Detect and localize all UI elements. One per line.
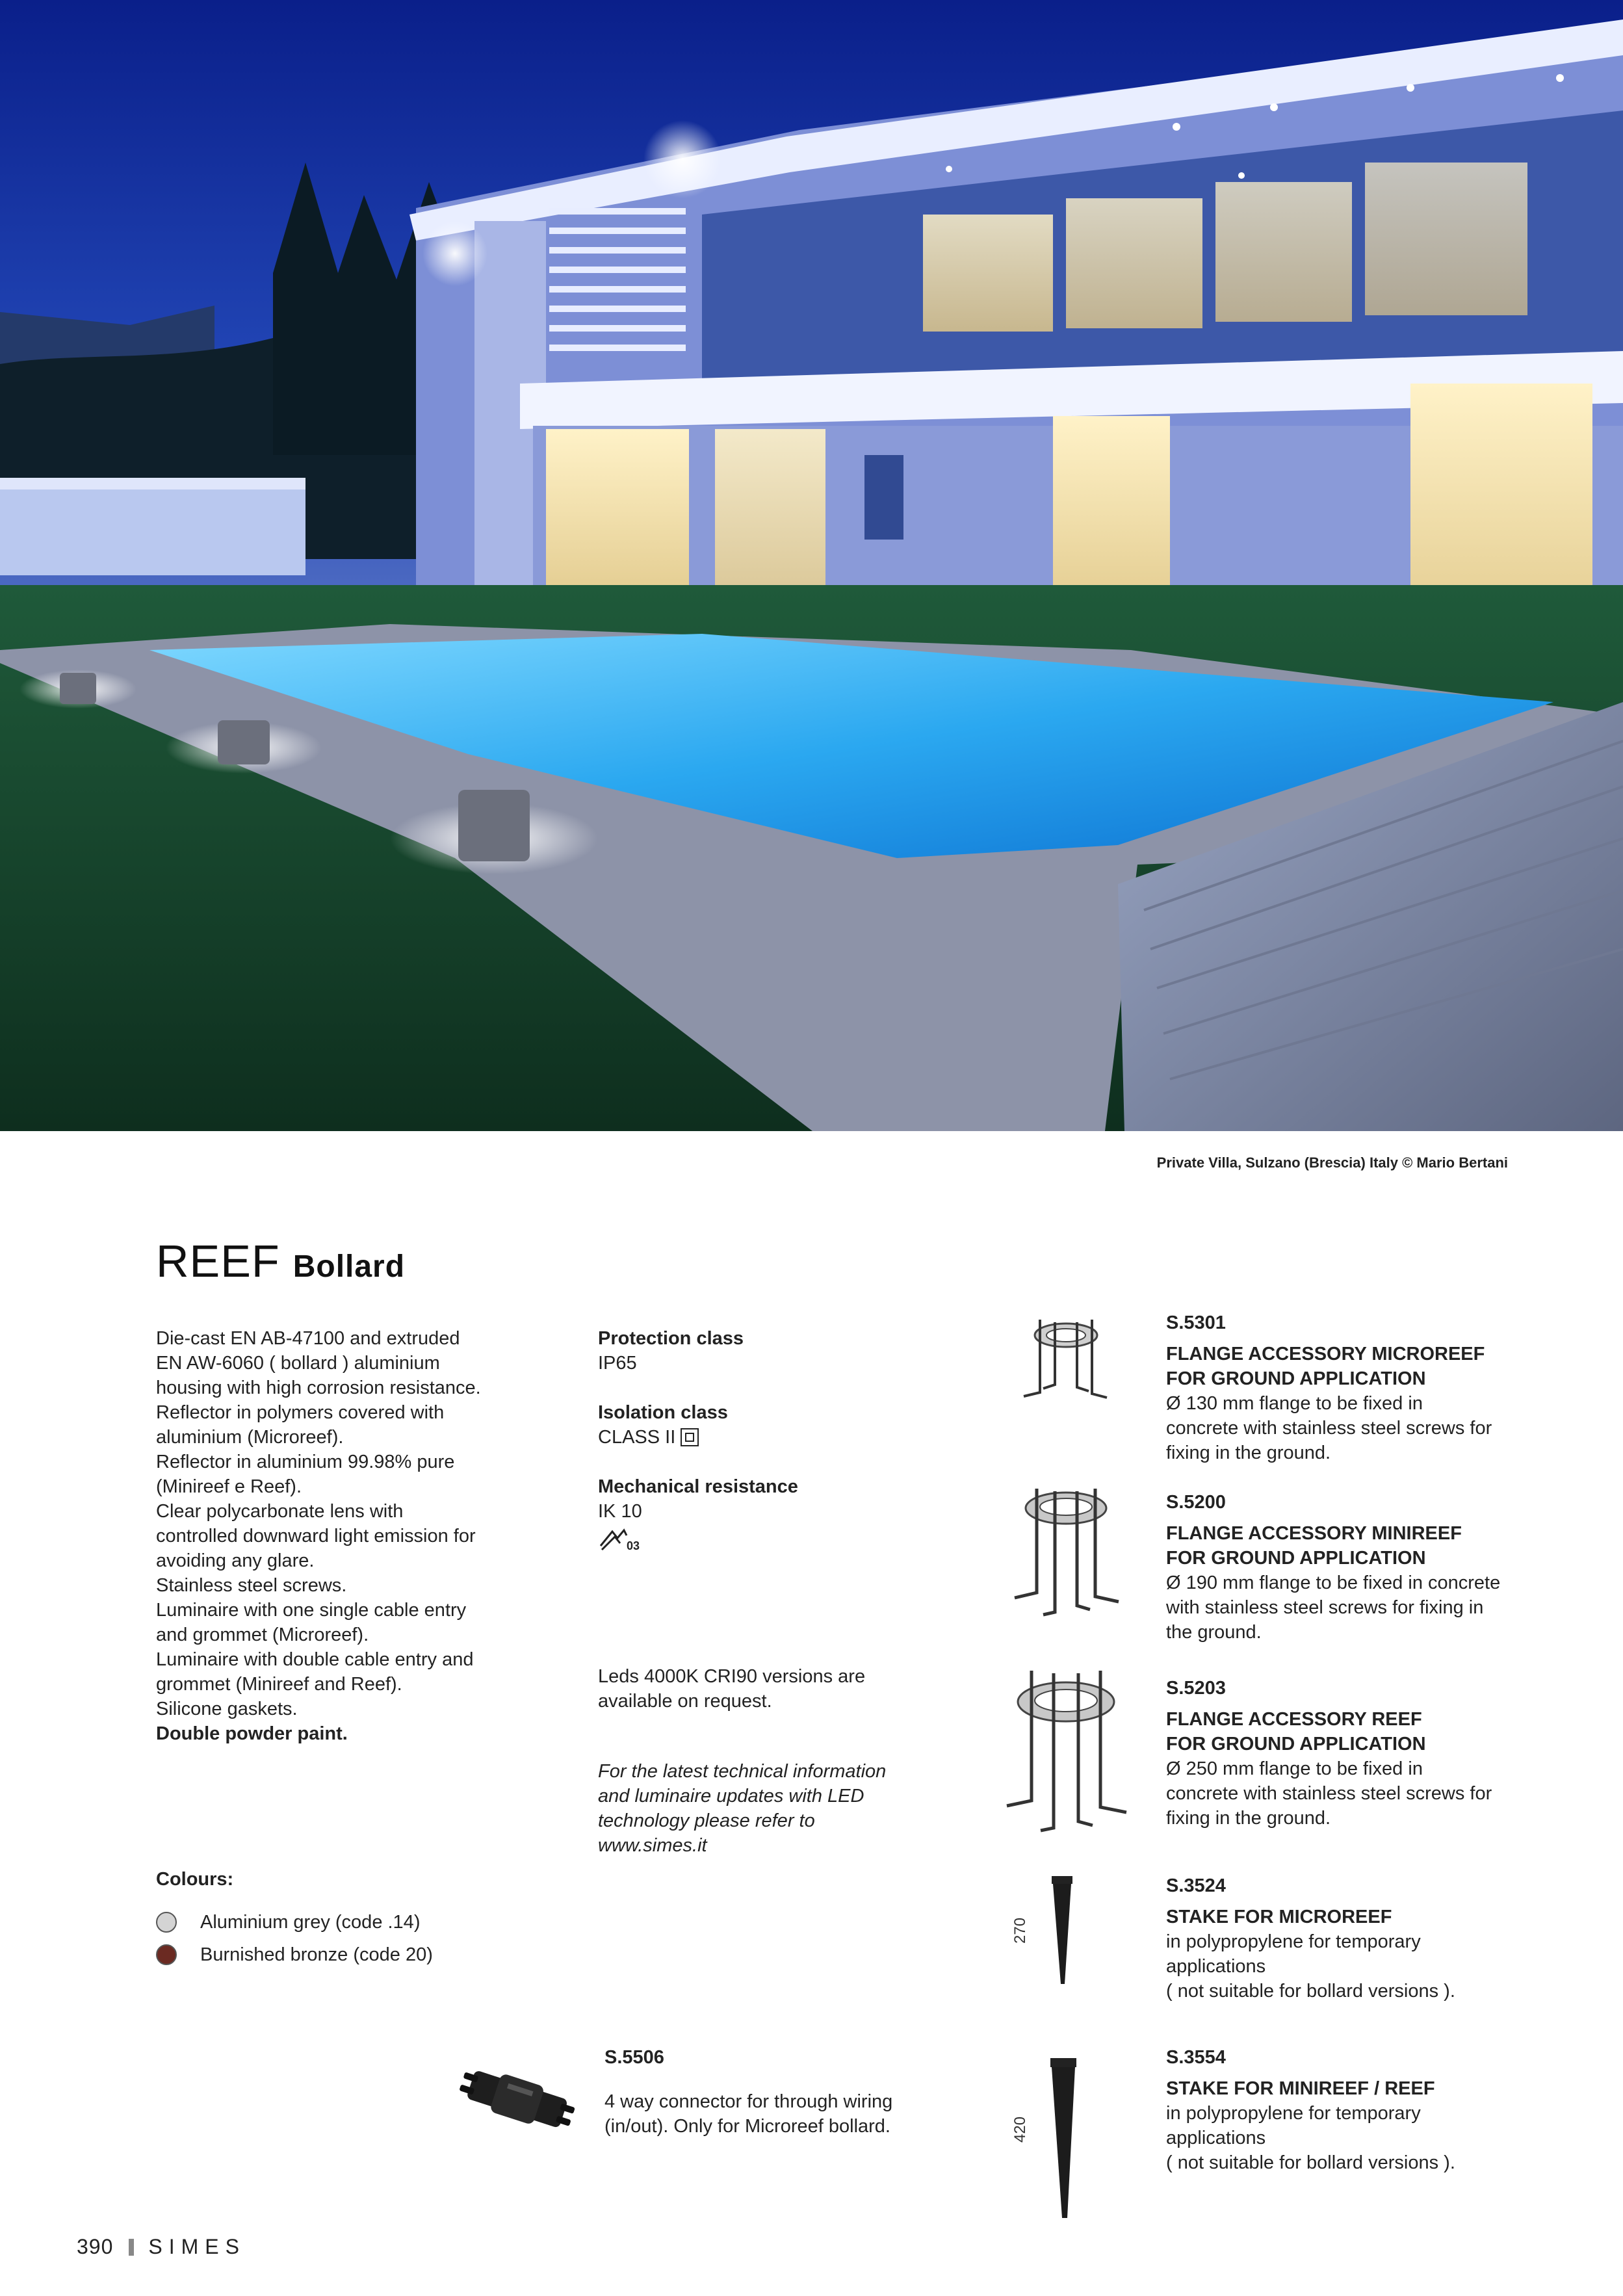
- description-line: Die-cast EN AB-47100 and extruded: [156, 1328, 460, 1349]
- accessory-code: S.3524: [1166, 1875, 1226, 1896]
- spec-mechanical: [598, 1474, 936, 1552]
- description-line: housing with high corrosion resistance.: [156, 1377, 481, 1398]
- description-line: EN AW-6060 ( bollard ) aluminium: [156, 1353, 440, 1374]
- connector-code: S.5506: [604, 2047, 664, 2068]
- accessory-code: S.3554: [1166, 2047, 1226, 2068]
- info-note-line: technology please refer to: [598, 1810, 815, 1831]
- description-line: Luminaire with one single cable entry: [156, 1600, 467, 1621]
- spec-label: Mechanical resistance: [598, 1476, 798, 1497]
- spec-label: Isolation class: [598, 1402, 728, 1423]
- brand-name: SIMES: [148, 2235, 246, 2258]
- accessory-code: S.5301: [1166, 1312, 1226, 1333]
- accessory-name-line: FLANGE ACCESSORY MINIREEF: [1166, 1523, 1462, 1544]
- leds-note-line: available on request.: [598, 1691, 772, 1712]
- accessory-text-line: applications: [1166, 1956, 1266, 1977]
- description-line: (Minireef e Reef).: [156, 1476, 302, 1497]
- description-line: grommet (Minireef and Reef).: [156, 1674, 402, 1695]
- spec-value: CLASS II: [598, 1427, 676, 1448]
- accessory-text-line: in polypropylene for temporary: [1166, 2103, 1421, 2124]
- spec-isolation: [598, 1400, 936, 1450]
- description-line: Reflector in aluminium 99.98% pure: [156, 1452, 455, 1472]
- stake-dimension-270: 270: [1011, 1917, 1029, 1944]
- footer-divider: [129, 2239, 134, 2256]
- description-line: aluminium (Microreef).: [156, 1427, 344, 1448]
- accessory-s5301: [1166, 1311, 1569, 1465]
- accessory-text-line: ( not suitable for bollard versions ).: [1166, 1981, 1455, 2002]
- accessory-name-line: FOR GROUND APPLICATION: [1166, 1368, 1426, 1389]
- colour-label: Aluminium grey (code .14): [200, 1912, 421, 1933]
- flange-microreef-image: [1011, 1308, 1121, 1405]
- description-line: Reflector in polymers covered with: [156, 1402, 445, 1423]
- colour-option: [156, 1938, 611, 1971]
- spec-value: IK 10: [598, 1501, 642, 1522]
- stake-dimension-420: 420: [1011, 2116, 1029, 2143]
- description-bold-line: Double powder paint.: [156, 1723, 348, 1744]
- page-footer: [77, 2235, 246, 2259]
- accessory-name-line: FOR GROUND APPLICATION: [1166, 1548, 1426, 1569]
- spec-value-row: [598, 1425, 936, 1450]
- accessory-name-line: FLANGE ACCESSORY MICROREEF: [1166, 1344, 1485, 1364]
- accessory-s3554: [1166, 2045, 1569, 2175]
- class-ii-icon: [681, 1428, 699, 1446]
- page-number: 390: [77, 2235, 114, 2258]
- photo-caption: Private Villa, Sulzano (Brescia) Italy © Mario Bertani: [1156, 1155, 1508, 1171]
- colour-option: [156, 1906, 611, 1938]
- stake-microreef-image: [1040, 1872, 1085, 1989]
- info-note-line: For the latest technical information: [598, 1761, 887, 1782]
- hero-photo: [0, 0, 1623, 1131]
- villa-night-illustration: [0, 0, 1623, 1131]
- description-line: Clear polycarbonate lens with: [156, 1501, 404, 1522]
- spec-protection: [598, 1326, 936, 1376]
- spec-value: IP65: [598, 1353, 637, 1374]
- product-description: [156, 1326, 520, 1746]
- product-title: [156, 1235, 405, 1287]
- accessory-code: S.5203: [1166, 1678, 1226, 1699]
- accessory-text-line: fixing in the ground.: [1166, 1442, 1331, 1463]
- accessory-text-line: applications: [1166, 2128, 1266, 2148]
- product-type: Bollard: [292, 1249, 406, 1284]
- accessory-name-line: FOR GROUND APPLICATION: [1166, 1734, 1426, 1755]
- product-name: REEF: [156, 1236, 280, 1286]
- accessory-text-line: concrete with stainless steel screws for: [1166, 1418, 1492, 1439]
- accessory-name-line: STAKE FOR MINIREEF / REEF: [1166, 2078, 1435, 2099]
- accessory-code: S.5200: [1166, 1492, 1226, 1513]
- leds-note: [598, 1664, 936, 1714]
- accessory-name-line: FLANGE ACCESSORY REEF: [1166, 1709, 1422, 1730]
- connector-info: [604, 2045, 929, 2139]
- flange-reef-image: [998, 1658, 1134, 1833]
- stake-reef-image: [1039, 2054, 1091, 2223]
- accessory-s5200: [1166, 1490, 1569, 1645]
- accessory-text-line: Ø 130 mm flange to be fixed in: [1166, 1393, 1423, 1414]
- accessory-text-line: with stainless steel screws for fixing in: [1166, 1597, 1484, 1618]
- colours-heading: Colours:: [156, 1869, 234, 1890]
- accessory-text-line: fixing in the ground.: [1166, 1808, 1331, 1829]
- colour-swatch-grey: [156, 1912, 177, 1933]
- description-line: controlled downward light emission for: [156, 1526, 476, 1546]
- accessory-s5203: [1166, 1676, 1569, 1831]
- accessory-text-line: Ø 250 mm flange to be fixed in: [1166, 1758, 1423, 1779]
- connector-text-line: 4 way connector for through wiring: [604, 2091, 893, 2112]
- leds-note-line: Leds 4000K CRI90 versions are: [598, 1666, 866, 1687]
- info-note-line: and luminaire updates with LED: [598, 1786, 864, 1807]
- description-line: Stainless steel screws.: [156, 1575, 347, 1596]
- accessory-text-line: ( not suitable for bollard versions ).: [1166, 2152, 1455, 2173]
- accessory-s3524: [1166, 1873, 1569, 2003]
- description-line: and grommet (Microreef).: [156, 1624, 369, 1645]
- spec-label: Protection class: [598, 1328, 744, 1349]
- ik-badge-text: 03: [627, 1539, 640, 1552]
- spec-list: [598, 1326, 936, 1577]
- accessory-text-line: the ground.: [1166, 1622, 1262, 1643]
- accessory-text-line: in polypropylene for temporary: [1166, 1931, 1421, 1952]
- description-line: Luminaire with double cable entry and: [156, 1649, 474, 1670]
- website-link[interactable]: www.simes.it: [598, 1835, 707, 1856]
- description-line: Silicone gaskets.: [156, 1699, 298, 1719]
- colour-swatch-bronze: [156, 1944, 177, 1965]
- accessory-text-line: concrete with stainless steel screws for: [1166, 1783, 1492, 1804]
- accessory-name-line: STAKE FOR MICROREEF: [1166, 1907, 1392, 1927]
- colours-section: [156, 1867, 611, 1971]
- colour-label: Burnished bronze (code 20): [200, 1944, 433, 1965]
- accessory-text-line: Ø 190 mm flange to be fixed in concrete: [1166, 1572, 1501, 1593]
- connector-image: [455, 2065, 578, 2136]
- connector-text-line: (in/out). Only for Microreef bollard.: [604, 2116, 890, 2137]
- description-line: avoiding any glare.: [156, 1550, 315, 1571]
- ik-impact-icon: [598, 1526, 645, 1552]
- info-note: [598, 1759, 936, 1858]
- flange-minireef-image: [1004, 1476, 1128, 1619]
